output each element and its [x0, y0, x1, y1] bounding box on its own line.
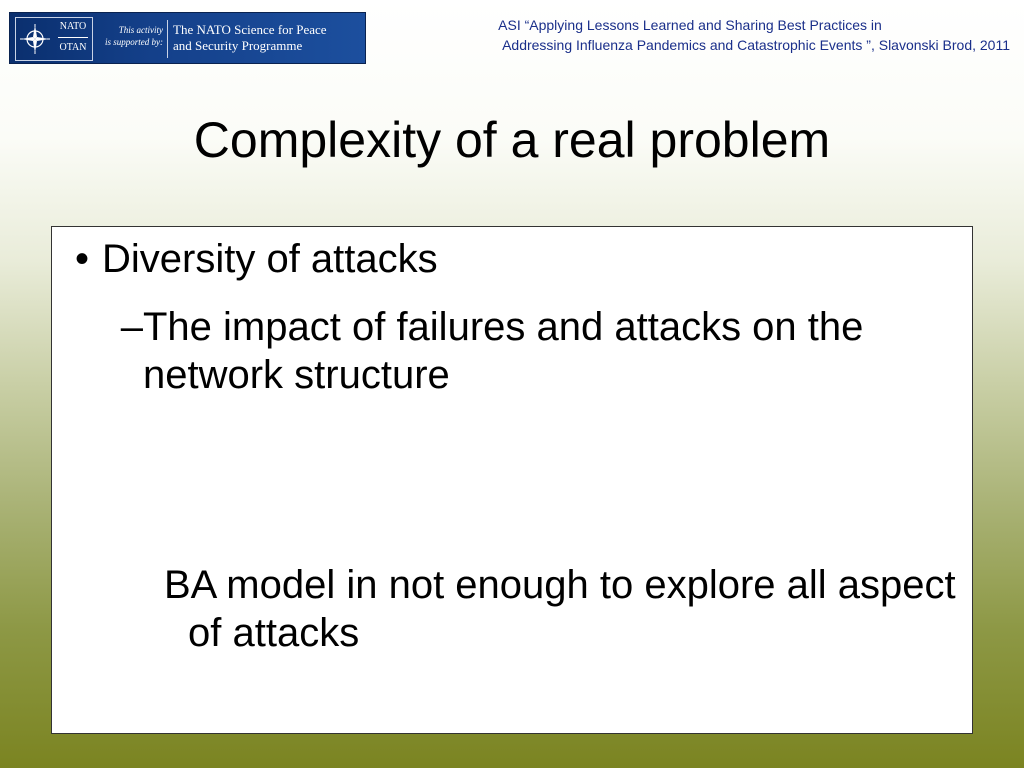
programme-line-1: The NATO Science for Peace: [173, 22, 327, 37]
bullet-text: Diversity of attacks: [102, 237, 438, 281]
programme-name: [173, 22, 363, 54]
nato-separator: [58, 37, 88, 38]
note-text: BA model in not enough to explore all aspect of attacks: [164, 563, 956, 655]
nato-banner: [9, 12, 366, 64]
supported-line-2: is supported by:: [105, 37, 163, 47]
programme-line-2: and Security Programme: [173, 38, 303, 53]
event-header-line-1: ASI “Applying Lessons Learned and Sharing Best Practices in: [498, 17, 882, 33]
otan-word: OTAN: [59, 42, 87, 53]
banner-divider: [167, 20, 168, 58]
nato-compass-star-icon: [20, 24, 50, 54]
supported-line-1: This activity: [118, 25, 163, 35]
sub-bullet-marker: –: [120, 305, 143, 349]
event-header: [370, 15, 1010, 55]
nato-logo: [15, 17, 93, 61]
event-header-line-2: Addressing Influenza Pandemics and Catastrophic Events ”, Slavonski Brod, 2011: [502, 37, 1010, 53]
nato-otan-wordmark: [56, 21, 90, 54]
sub-bullet-text: The impact of failures and attacks on the network structure: [143, 305, 864, 397]
content-box: [51, 226, 973, 734]
bullet-item: [62, 235, 438, 283]
supported-by-text: [97, 24, 163, 48]
slide-title: Complexity of a real problem: [193, 112, 831, 168]
nato-word: NATO: [59, 21, 87, 32]
sub-bullet-item: [105, 303, 925, 399]
bullet-marker: •: [74, 237, 89, 281]
